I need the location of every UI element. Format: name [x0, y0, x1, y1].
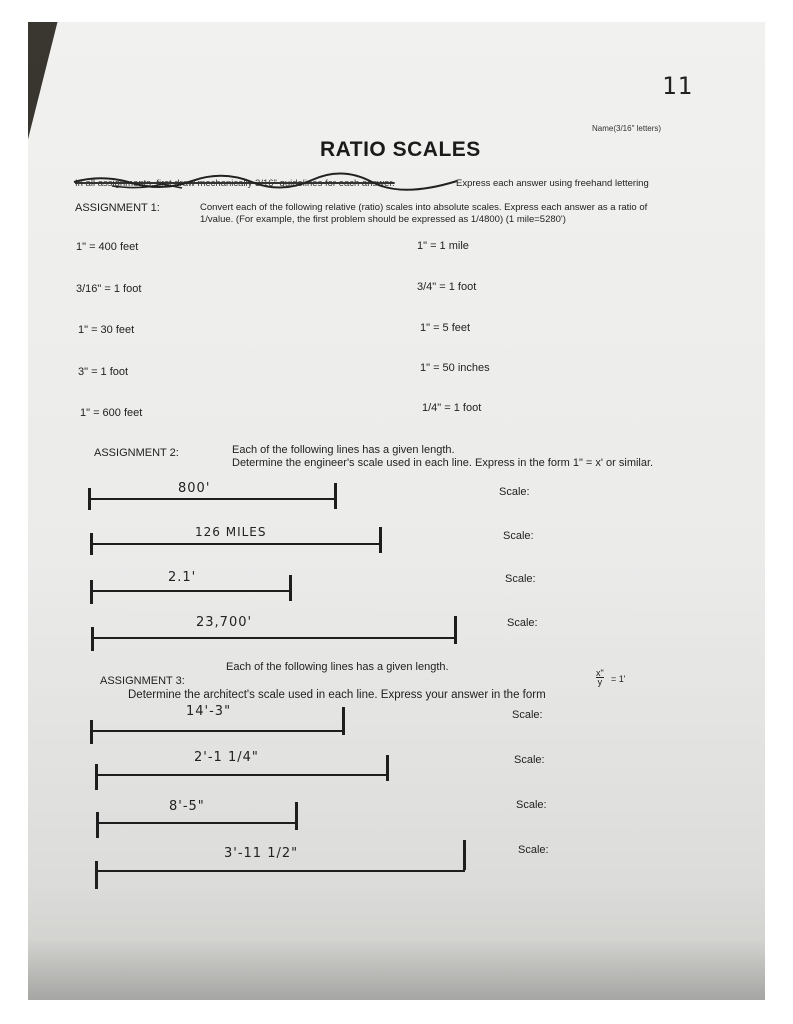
- line-end-tick: [379, 527, 382, 553]
- scribble-mark: [72, 170, 462, 192]
- line-length-handwritten: 800': [178, 481, 211, 496]
- line-length-handwritten: 8'-5": [169, 799, 205, 814]
- paper-shadow: [28, 940, 765, 1000]
- line-end-tick: [95, 861, 98, 889]
- measured-line: [97, 822, 297, 824]
- line-end-tick: [95, 764, 98, 790]
- line-length-handwritten: 23,700': [196, 615, 253, 630]
- line-end-tick: [454, 616, 457, 644]
- form-numerator: x": [596, 668, 604, 678]
- instruction-text: Express each answer using freehand lettering: [456, 178, 649, 189]
- fraction-form: [596, 669, 604, 686]
- scale-label: Scale:: [516, 799, 547, 811]
- line-end-tick: [386, 755, 389, 781]
- assignment2-description-line2: Determine the engineer's scale used in each line. Express in the form 1" = x' or similar.: [232, 457, 654, 469]
- assignment1-right-item: 1" = 5 feet: [420, 322, 471, 334]
- line-length-handwritten: 2'-1 1/4": [194, 750, 259, 765]
- measured-line: [91, 543, 381, 545]
- line-end-tick: [90, 580, 93, 604]
- measured-line: [91, 730, 344, 732]
- line-length-handwritten: 126 MILES: [195, 525, 267, 539]
- line-end-tick: [91, 627, 94, 651]
- line-end-tick: [342, 707, 345, 735]
- assignment1-right-item: 3/4" = 1 foot: [417, 281, 477, 293]
- page-number: 11: [662, 72, 693, 100]
- line-length-handwritten: 3'-11 1/2": [224, 846, 299, 861]
- assignment1-left-item: 3" = 1 foot: [78, 366, 129, 378]
- scale-label: Scale:: [499, 486, 530, 498]
- line-end-tick: [295, 802, 298, 830]
- line-end-tick: [90, 720, 93, 744]
- line-length-handwritten: 14'-3": [186, 704, 232, 719]
- assignment1-right-item: 1/4" = 1 foot: [422, 402, 482, 414]
- line-end-tick: [289, 575, 292, 601]
- assignment1-label: ASSIGNMENT 1:: [75, 202, 160, 214]
- scale-label: Scale:: [505, 573, 536, 585]
- line-end-tick: [334, 483, 337, 509]
- line-end-tick: [96, 812, 99, 838]
- assignment1-right-item: 1" = 50 inches: [420, 362, 490, 374]
- assignment1-left-item: 1" = 30 feet: [78, 324, 135, 336]
- scale-label: Scale:: [507, 617, 538, 629]
- measured-line: [89, 498, 336, 500]
- assignment2-label: ASSIGNMENT 2:: [94, 447, 179, 459]
- page-title: RATIO SCALES: [320, 138, 481, 161]
- struck-out-instruction: In all assignments, first draw mechanically 3/16" guidelines for each answer.: [75, 178, 395, 189]
- assignment1-left-item: 3/16" = 1 foot: [76, 283, 142, 295]
- form-suffix: = 1': [611, 674, 626, 684]
- name-label: Name(3/16" letters): [592, 124, 662, 133]
- assignment3-label: ASSIGNMENT 3:: [100, 675, 185, 687]
- measured-line: [96, 774, 388, 776]
- assignment1-description-line2: 1/value. (For example, the first problem should be expressed as 1/4800) (1 mile=5280'): [200, 214, 566, 225]
- line-end-tick: [463, 840, 466, 870]
- scale-label: Scale:: [503, 530, 534, 542]
- scale-label: Scale:: [518, 844, 549, 856]
- line-length-handwritten: 2.1': [168, 570, 197, 585]
- assignment1-left-item: 1" = 400 feet: [76, 241, 139, 253]
- assignment1-right-item: 1" = 1 mile: [417, 240, 469, 252]
- measured-line: [96, 870, 465, 872]
- scale-label: Scale:: [512, 709, 543, 721]
- assignment1-left-item: 1" = 600 feet: [80, 407, 143, 419]
- measured-line: [91, 590, 291, 592]
- assignment1-description-line1: Convert each of the following relative (ratio) scales into absolute scales. Express each answer as a ratio of: [200, 202, 648, 213]
- measured-line: [92, 637, 456, 639]
- assignment2-description-line1: Each of the following lines has a given length.: [232, 444, 455, 456]
- worksheet-paper: [28, 22, 765, 1000]
- scale-label: Scale:: [514, 754, 545, 766]
- assignment3-description-line2: Determine the architect's scale used in each line. Express your answer in the form: [128, 689, 546, 701]
- form-denominator: y: [597, 677, 603, 687]
- assignment3-description-line1: Each of the following lines has a given length.: [226, 661, 449, 673]
